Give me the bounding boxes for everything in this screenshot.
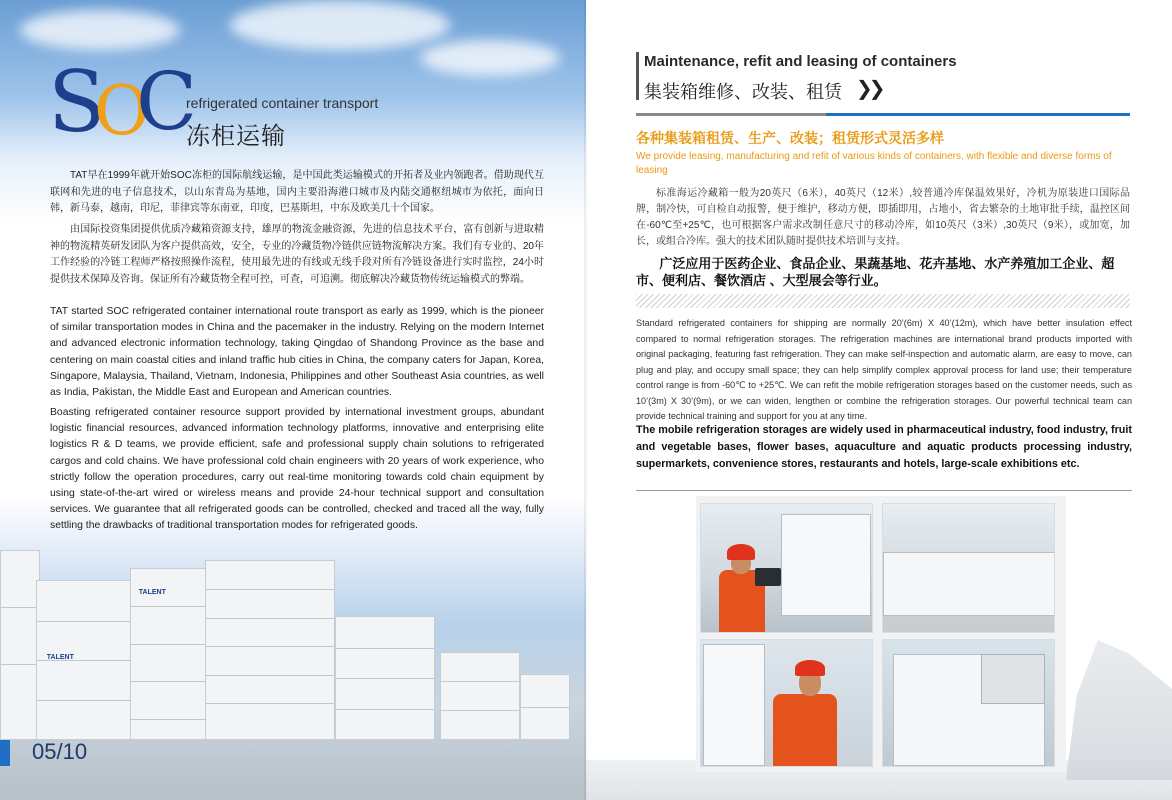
- orange-subheading-zh: 各种集装箱租赁、生产、改装；租赁形式灵活多样: [636, 130, 944, 146]
- hard-hat: [795, 660, 825, 676]
- cloud: [420, 40, 560, 76]
- photo-technician-laptop: [700, 503, 873, 633]
- zh-bold-applications: 广泛应用于医药企业、食品企业、果蔬基地、花卉基地、水产养殖加工企业、超市、便利店、餐饮酒店 、大型展会等行业。: [636, 256, 1115, 288]
- container-brand: TALENT: [138, 589, 166, 597]
- hard-hat: [727, 544, 755, 560]
- container-stack: [440, 652, 520, 740]
- container-stack: [335, 616, 435, 740]
- heading-zh: 集装箱维修、改装、租赁: [644, 82, 842, 102]
- container-stack: [520, 674, 570, 740]
- laptop: [755, 568, 781, 586]
- heading-en: Maintenance, refit and leasing of containers: [644, 53, 957, 70]
- container-yard-illustration: [0, 540, 586, 740]
- photo-reefer-container-unit: [882, 639, 1055, 767]
- en-paragraph: Standard refrigerated containers for shipping are normally 20’(6m) X 40’(12m), which have better insulation effect compared to normal refrigeration storages. The refrigeration machines are international brand products imported with original packaging, featuring fast refrigeration. They can make self-inspection and automatic alarm, are easy to move, can plug and play, and occupy small space; they can help simplify complex approval process for land use; their temperature control range is from -60℃ to +25℃. We can refit the mobile refrigeration storages based on the customer needs, such as 10’(3m) X 30’(9m), or we can widen, lengthen or combine the refrigeration storages. Our powerful technical team can provide technical training and support for you at any time.: [636, 318, 1132, 421]
- double-chevron-icon: ❯❯: [856, 78, 882, 100]
- hatch-divider: [636, 294, 1130, 308]
- worker: [773, 694, 837, 767]
- zh-paragraph: 标准海运冷藏箱一般为20英尺（6米），40英尺（12米）,较普通冷库保温效果好，冷机为原装进口国际品牌，制冷快，可自检自动报警，便于维护，移动方便，即插即用，占地小，省去繁杂的土地审批手续，温控区间在-60℃至+25℃，也可根据客户需求改制任意尺寸的移动冷库，如10英尺（3米）,30英尺（9米），或加宽，加长，或组合冷库。强大的技术团队随时提供技术培训与支持。: [636, 188, 1130, 247]
- container-stack: [205, 560, 335, 740]
- refrigeration-fan-unit: [981, 654, 1045, 704]
- en-bold-applications: The mobile refrigeration storages are widely used in pharmaceutical industry, food industry, fruit and vegetable bases, flower bases, aquaculture and aquatic products processing industry, supermarkets, convenience stores, restaurants and hotels, large-scale exhibitions etc.: [636, 424, 1132, 470]
- page-number: 05/10: [32, 739, 88, 764]
- zh-paragraph-1: TAT早在1999年就开始SOC冻柜的国际航线运输，是中国此类运输模式的开拓者及业内领跑者。借助现代互联网和先进的电子信息技术，以山东青岛为基地，国内主要沿海港口城市及内陆交通枢纽城市为依托，面向日韩，新马泰，越南，印尼，菲律宾等东南亚，印度，巴基斯坦，中东及欧美几十个国家。: [50, 170, 544, 214]
- refrigeration-unit: [703, 644, 765, 766]
- logo-letter-o: O: [94, 72, 150, 151]
- container-brand: TALENT: [46, 653, 74, 661]
- container-stack: [130, 568, 210, 740]
- page-fold: [584, 0, 588, 800]
- photo-container-exterior: [882, 503, 1055, 633]
- heading-accent-bar: [636, 52, 639, 100]
- page-number-accent: [0, 740, 10, 766]
- container-stack: [36, 580, 136, 740]
- section-rule: [636, 490, 1132, 491]
- right-page: [586, 0, 1172, 800]
- container-stack: [0, 550, 40, 740]
- ship-illustration: [1066, 640, 1172, 780]
- reefer-container: [883, 552, 1055, 616]
- en-paragraph-1: TAT started SOC refrigerated container international route transport as early as 1999, which is the pioneer of similar transportation modes in China and the pacemaker in the industry. Relying on the modern Internet and advanced electronic information technology, taking Qingdao of Shandong Province as the base and centering on main coastal cities and inland traffic hub cities in China, the company caters for Japan, Korea, Singapore, Malaysia, Thailand, Vietnam, Indonesia, Philippines and other Southeast Asia countries, as well as India, Pakistan, the Middle East and European and American countries.: [50, 306, 544, 399]
- heading-rule: [636, 113, 1130, 116]
- logo-letter-s: S: [48, 53, 106, 151]
- photo-technician-inspecting: [700, 639, 873, 767]
- orange-subheading-en: We provide leasing, manufacturing and refit of various kinds of containers, with flexible and diverse forms of leasing: [636, 151, 1112, 176]
- logo-letter-c: C: [136, 55, 198, 148]
- cloud: [20, 10, 180, 50]
- soc-logo: [48, 53, 198, 151]
- zh-paragraph-2: 由国际投资集团提供优质冷藏箱资源支持，雄厚的物流金融资源，先进的信息技术平台，富有创新与进取精神的物流精英研发团队为客户提供高效，安全，专业的冷藏货物冷链供应链物流解决方案。我们有专业的、20年工作经验的冷链工程师严格按照操作流程，使用最先进的有线或无线手段对所有冷链设备进行实时监控，24小时提供技术保障及咨询。保证所有冷藏货物全程可控，可查，可追溯。彻底解决冷藏货物传统运输模式的弊端。: [50, 224, 544, 285]
- subtitle-en: refrigerated container transport: [186, 95, 379, 111]
- cloud: [230, 0, 450, 50]
- en-paragraph-2: Boasting refrigerated container resource support provided by international investment groups, abundant logistic financial resources, advanced information technology platforms, innovative and enterprising elite logistics R & D teams, we provide efficient, safe and professional supply chain solutions to refrigerated cargos and cold chains. We have professional cold chain engineers with 20 years of work experience, who strictly follow the operation procedures, carry out real-time monitoring towards cold chain equipment by using state-of-the-art wired or wireless means and provide 24-hour technical support and consultation services. We guarantee that all refrigerated goods can be controlled, checked and traced all the way, fully settling the drawbacks of traditional transportation modes for refrigerated goods.: [50, 407, 544, 532]
- subtitle-zh: 冻柜运输: [186, 123, 286, 150]
- refrigeration-unit: [781, 514, 871, 616]
